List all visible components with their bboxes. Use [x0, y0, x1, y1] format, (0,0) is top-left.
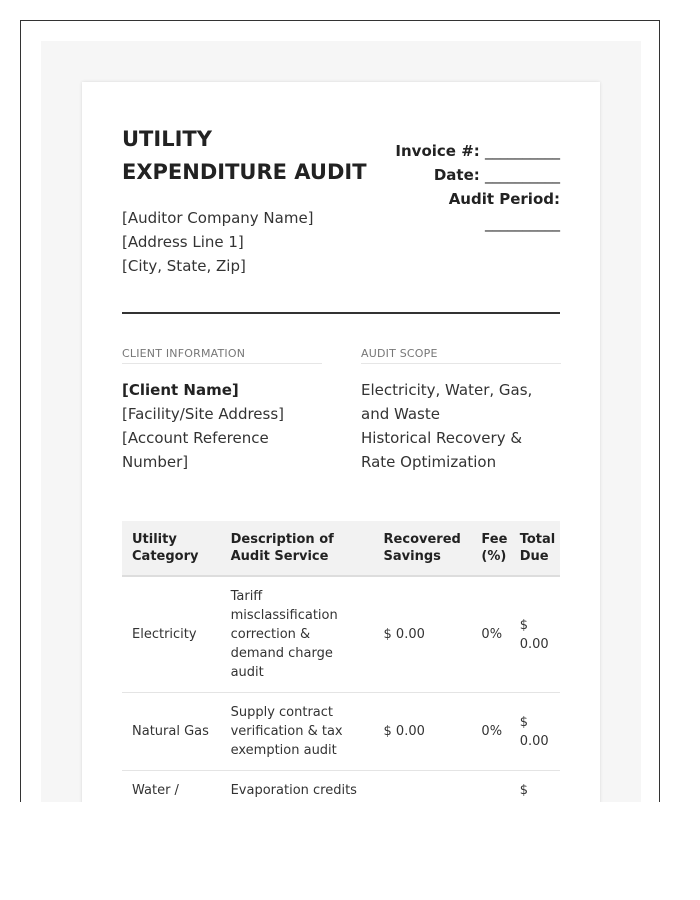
column-header-savings: Recovered Savings — [374, 521, 472, 576]
invoice-number-blank: __________ — [485, 142, 560, 160]
client-account-ref: [Account Reference Number] — [122, 429, 269, 471]
audit-period-label: Audit Period: — [448, 190, 560, 208]
client-info-label: CLIENT INFORMATION — [122, 347, 322, 364]
table-row — [122, 576, 560, 693]
table-header-row — [122, 521, 560, 576]
audit-period-blank: __________ — [485, 214, 560, 232]
header-divider — [122, 312, 560, 314]
company-city-state-zip: [City, State, Zip] — [122, 257, 246, 275]
table-row — [122, 693, 560, 771]
cell-category: Water / — [122, 771, 221, 803]
cell-total: $ 0.00 — [516, 693, 560, 771]
cell-total: $ 0.00 — [516, 576, 560, 693]
cell-description: Supply contract verification & tax exemption audit — [221, 693, 374, 771]
document-frame — [20, 20, 660, 802]
client-info-body — [122, 378, 322, 474]
cell-description: Evaporation credits — [221, 771, 374, 803]
column-header-total: Total Due — [516, 521, 560, 576]
invoice-date-line — [380, 163, 560, 187]
cell-description: Tariff misclassification correction & demand charge audit — [221, 576, 374, 693]
audit-period-line — [380, 187, 560, 211]
client-info-column — [122, 347, 322, 474]
audit-services-table — [122, 521, 560, 802]
column-header-description: Description of Audit Service — [221, 521, 374, 576]
client-name: [Client Name] — [122, 381, 239, 399]
invoice-number-line — [380, 139, 560, 163]
cell-savings: $ 0.00 — [374, 693, 472, 771]
audit-scope-label: AUDIT SCOPE — [361, 347, 561, 364]
invoice-header — [122, 122, 560, 312]
cell-savings: $ 0.00 — [374, 576, 472, 693]
column-header-category: Utility Category — [122, 521, 221, 576]
document-title: UTILITY EXPENDITURE AUDIT — [122, 127, 367, 184]
auditor-company-block — [122, 206, 314, 278]
invoice-content — [122, 122, 560, 798]
invoice-meta-block — [380, 139, 560, 235]
invoice-number-label: Invoice #: — [395, 142, 480, 160]
audit-scope-line1: Electricity, Water, Gas, and Waste — [361, 381, 533, 423]
cell-category: Electricity — [122, 576, 221, 693]
cell-category: Natural Gas — [122, 693, 221, 771]
document-viewport[interactable] — [41, 41, 641, 802]
audit-scope-body — [361, 378, 561, 474]
audit-scope-line2: Historical Recovery & Rate Optimization — [361, 429, 523, 471]
cell-fee: 0% — [471, 576, 515, 693]
invoice-date-label: Date: — [433, 166, 480, 184]
cell-fee: 0% — [471, 693, 515, 771]
cell-savings — [374, 771, 472, 803]
invoice-page — [82, 82, 600, 802]
audit-scope-column — [361, 347, 561, 474]
invoice-date-blank: __________ — [485, 166, 560, 184]
cell-total: $ — [516, 771, 560, 803]
table-row — [122, 771, 560, 803]
audit-period-blank-line — [380, 211, 560, 235]
cell-fee — [471, 771, 515, 803]
client-address: [Facility/Site Address] — [122, 405, 285, 423]
column-header-fee: Fee (%) — [471, 521, 515, 576]
company-address-line1: [Address Line 1] — [122, 233, 244, 251]
company-name: [Auditor Company Name] — [122, 209, 314, 227]
